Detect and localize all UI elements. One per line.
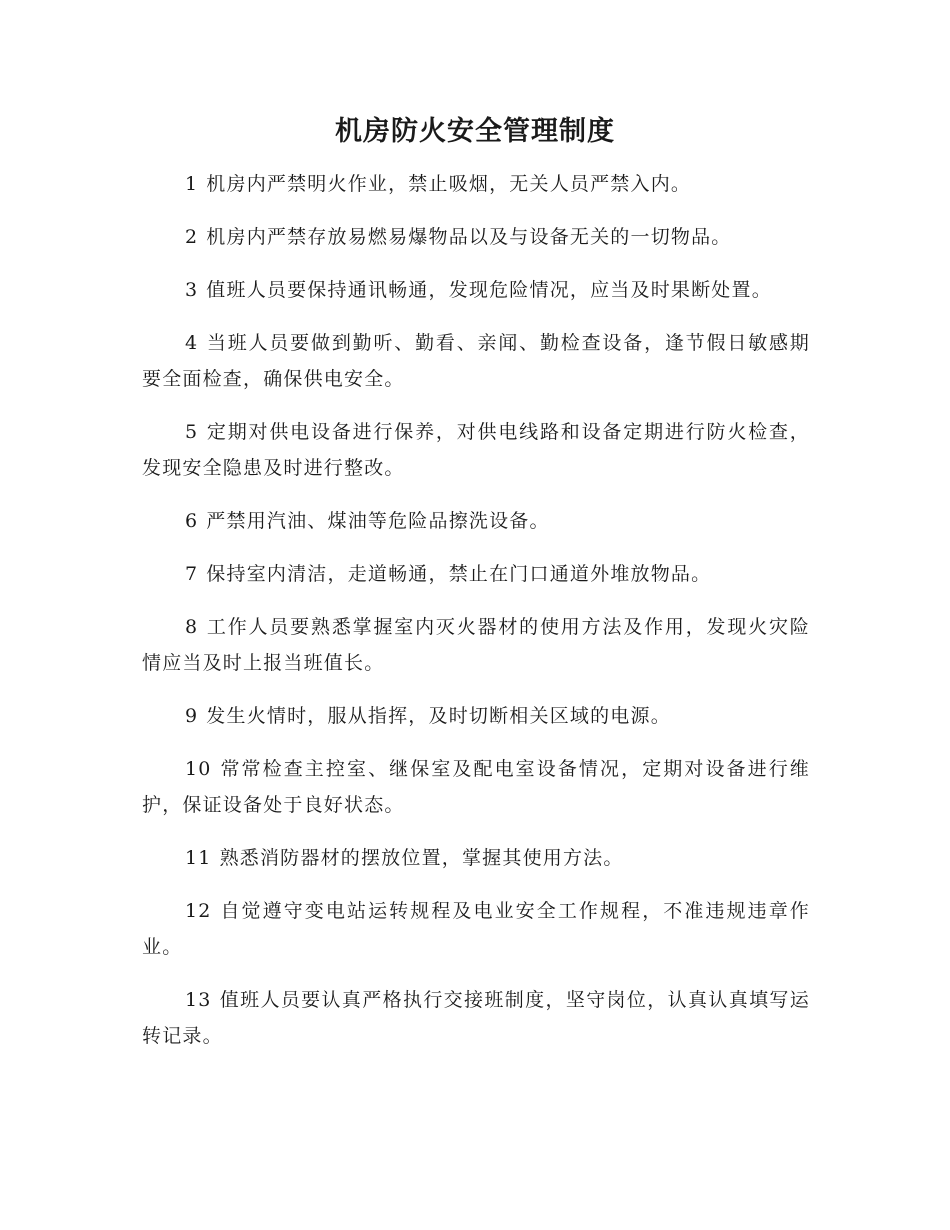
rule-text: 值班人员要认真严格执行交接班制度，坚守岗位，认真认真填写运转记录。 <box>142 989 810 1047</box>
document-title: 机房防火安全管理制度 <box>335 116 615 147</box>
rule-number: 1 <box>185 173 199 195</box>
rule-number: 9 <box>185 705 199 727</box>
rule-text: 当班人员要做到勤听、勤看、亲闻、勤检查设备，逢节假日敏感期要全面检查，确保供电安全。 <box>142 332 810 390</box>
rule-number: 13 <box>185 989 212 1011</box>
rule-text: 严禁用汽油、煤油等危险品擦洗设备。 <box>206 510 550 532</box>
rule-number: 3 <box>185 279 199 301</box>
rule-item <box>142 325 810 397</box>
rule-number: 4 <box>185 332 199 354</box>
rule-item <box>142 556 810 592</box>
rule-item <box>142 503 810 539</box>
rule-text: 自觉遵守变电站运转规程及电业安全工作规程，不准违规违章作业。 <box>142 900 810 958</box>
rule-item <box>142 982 810 1054</box>
rule-text: 常常检查主控室、继保室及配电室设备情况，定期对设备进行维护，保证设备处于良好状态。 <box>142 758 810 816</box>
rule-item <box>142 609 810 681</box>
rule-number: 2 <box>185 226 199 248</box>
rule-number: 7 <box>185 563 199 585</box>
rule-item <box>142 751 810 823</box>
rule-number: 12 <box>185 900 212 922</box>
rule-text: 发生火情时，服从指挥，及时切断相关区域的电源。 <box>206 705 671 727</box>
rule-text: 值班人员要保持通讯畅通，发现危险情况，应当及时果断处置。 <box>206 279 772 301</box>
rule-text: 熟悉消防器材的摆放位置，掌握其使用方法。 <box>219 847 624 869</box>
rule-number: 8 <box>185 616 199 638</box>
rule-number: 6 <box>185 510 199 532</box>
rule-item <box>142 272 810 308</box>
rule-text: 工作人员要熟悉掌握室内灭火器材的使用方法及作用，发现火灾险情应当及时上报当班值长。 <box>142 616 810 674</box>
rule-text: 机房内严禁明火作业，禁止吸烟，无关人员严禁入内。 <box>206 173 692 195</box>
rule-number: 5 <box>185 421 199 443</box>
rule-item <box>142 893 810 965</box>
rule-item <box>142 414 810 486</box>
rule-text: 定期对供电设备进行保养，对供电线路和设备定期进行防火检查，发现安全隐患及时进行整改。 <box>142 421 810 479</box>
rule-item <box>142 840 810 876</box>
rule-text: 机房内严禁存放易燃易爆物品以及与设备无关的一切物品。 <box>206 226 732 248</box>
rule-number: 10 <box>185 758 212 780</box>
rule-text: 保持室内清洁，走道畅通，禁止在门口通道外堆放物品。 <box>206 563 712 585</box>
rule-item <box>142 219 810 255</box>
rule-number: 11 <box>185 847 212 869</box>
rule-item <box>142 698 810 734</box>
rules-list <box>142 166 810 1071</box>
rule-item <box>142 166 810 202</box>
